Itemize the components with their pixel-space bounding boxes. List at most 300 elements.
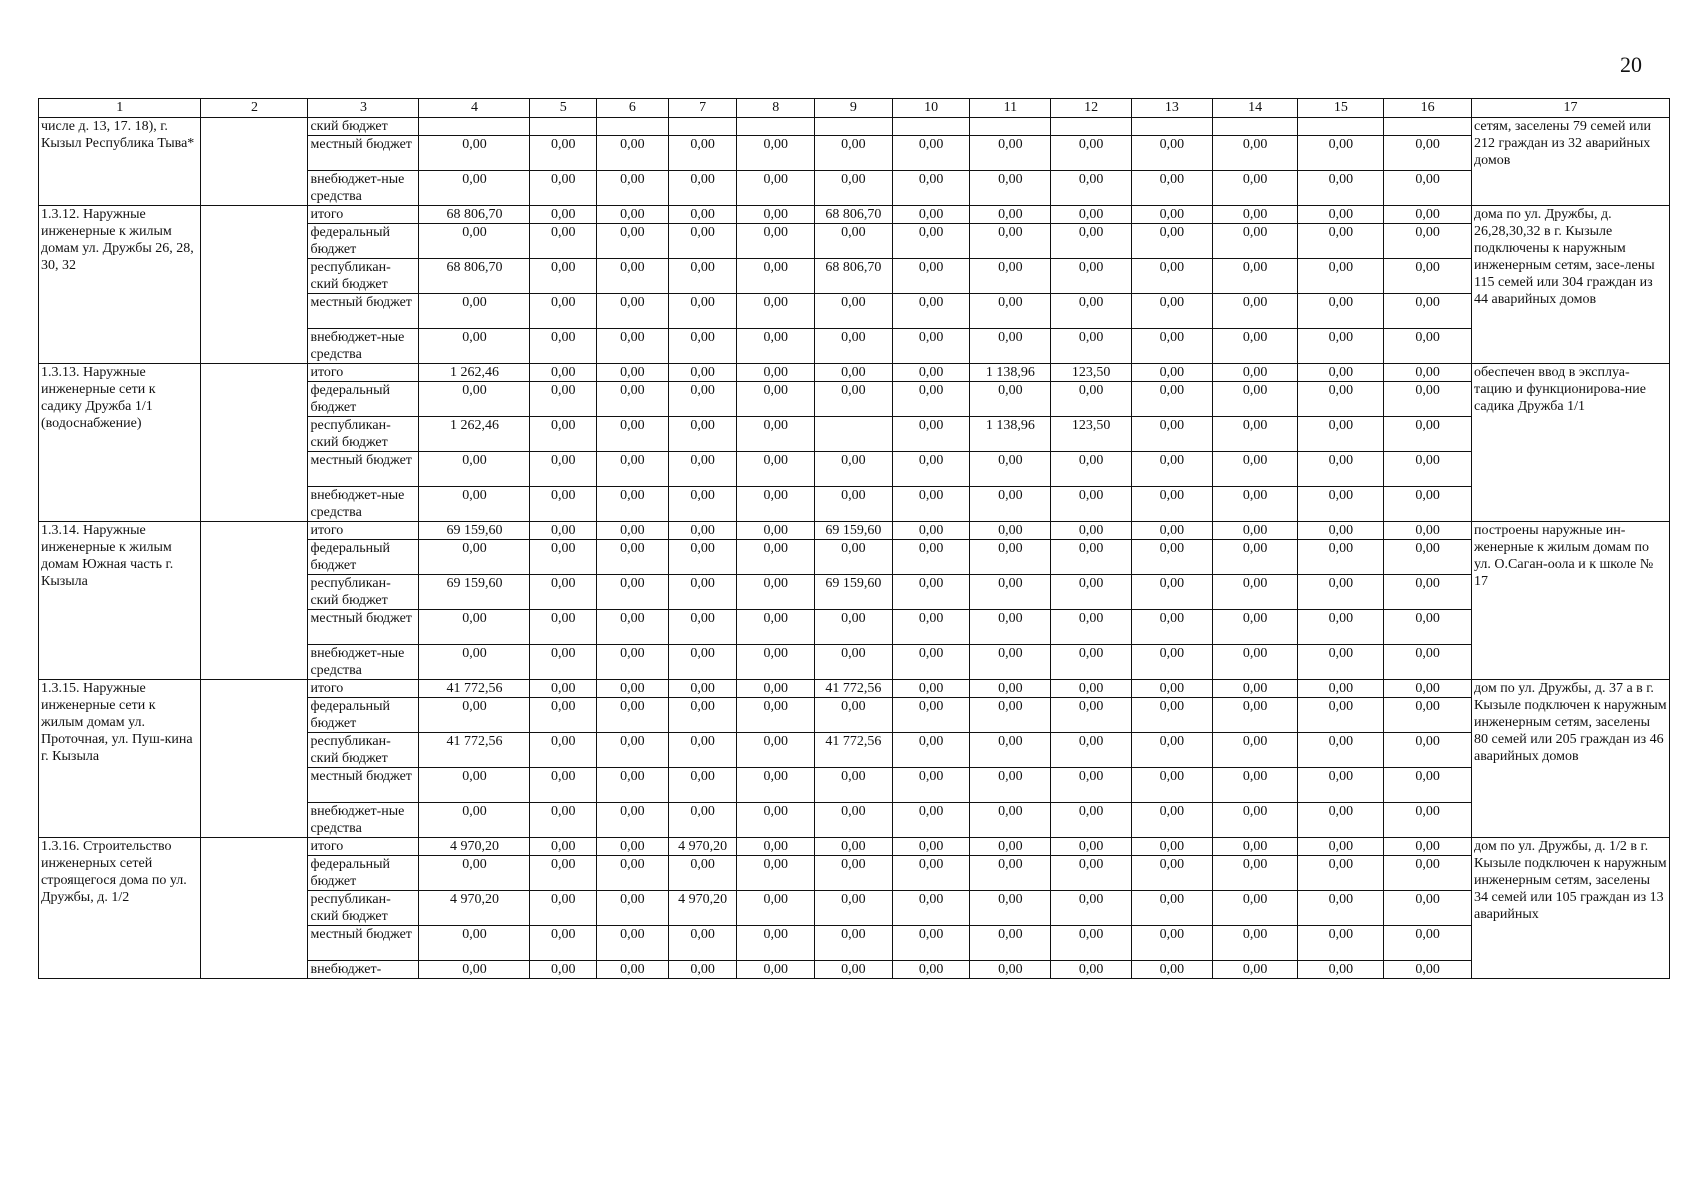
value-cell: 69 159,60 xyxy=(815,575,893,610)
value-cell: 0,00 xyxy=(597,838,669,856)
value-cell: 0,00 xyxy=(970,733,1051,768)
value-cell: 0,00 xyxy=(1298,522,1384,540)
value-cell: 0,00 xyxy=(419,803,530,838)
value-cell xyxy=(419,118,530,136)
value-cell: 68 806,70 xyxy=(419,206,530,224)
value-cell: 0,00 xyxy=(530,961,597,979)
value-cell: 0,00 xyxy=(1131,136,1212,171)
value-cell: 0,00 xyxy=(1384,329,1472,364)
value-cell: 0,00 xyxy=(892,206,970,224)
column-number: 9 xyxy=(815,99,893,118)
value-cell: 0,00 xyxy=(1131,382,1212,417)
value-cell: 0,00 xyxy=(1298,961,1384,979)
value-cell: 0,00 xyxy=(1384,698,1472,733)
value-cell: 0,00 xyxy=(815,329,893,364)
value-cell: 0,00 xyxy=(1298,329,1384,364)
value-cell: 0,00 xyxy=(1212,259,1298,294)
value-cell: 0,00 xyxy=(737,329,815,364)
value-cell: 1 262,46 xyxy=(419,364,530,382)
value-cell: 0,00 xyxy=(1298,487,1384,522)
value-cell xyxy=(668,118,737,136)
value-cell: 0,00 xyxy=(1298,575,1384,610)
value-cell: 0,00 xyxy=(1212,540,1298,575)
value-cell: 0,00 xyxy=(892,294,970,329)
funding-source: итого xyxy=(308,680,419,698)
value-cell: 0,00 xyxy=(1384,487,1472,522)
value-cell: 0,00 xyxy=(892,136,970,171)
value-cell: 0,00 xyxy=(1131,259,1212,294)
value-cell: 0,00 xyxy=(1051,856,1132,891)
measure-name: 1.3.12. Наружные инженерные к жилым домам ул. Дружбы 26, 28, 30, 32 xyxy=(39,206,201,364)
value-cell: 0,00 xyxy=(1131,540,1212,575)
value-cell: 0,00 xyxy=(1212,856,1298,891)
value-cell: 0,00 xyxy=(892,259,970,294)
funding-source: федеральный бюджет xyxy=(308,540,419,575)
value-cell xyxy=(597,118,669,136)
value-cell: 0,00 xyxy=(530,733,597,768)
value-cell: 0,00 xyxy=(737,733,815,768)
value-cell: 4 970,20 xyxy=(419,891,530,926)
value-cell: 0,00 xyxy=(597,926,669,961)
value-cell: 0,00 xyxy=(1384,733,1472,768)
value-cell: 0,00 xyxy=(815,487,893,522)
funding-source: местный бюджет xyxy=(308,610,419,645)
value-cell: 0,00 xyxy=(1051,224,1132,259)
value-cell: 0,00 xyxy=(668,294,737,329)
funding-source: итого xyxy=(308,838,419,856)
value-cell: 0,00 xyxy=(668,961,737,979)
value-cell: 0,00 xyxy=(597,259,669,294)
value-cell: 0,00 xyxy=(419,382,530,417)
value-cell: 0,00 xyxy=(970,926,1051,961)
funding-source: внебюджет-ные средства xyxy=(308,645,419,680)
measure-name: 1.3.15. Наружные инженерные сети к жилым домам ул. Проточная, ул. Пуш-кина г. Кызыла xyxy=(39,680,201,838)
value-cell: 0,00 xyxy=(1298,768,1384,803)
value-cell: 0,00 xyxy=(1384,294,1472,329)
value-cell xyxy=(1384,118,1472,136)
funding-source: федеральный бюджет xyxy=(308,224,419,259)
value-cell: 0,00 xyxy=(970,294,1051,329)
expected-result: дома по ул. Дружбы, д. 26,28,30,32 в г. Кызыле подключены к наружным инженерным сетям, засе-лены 115 семей или 304 граждан из 44 аварийных домов xyxy=(1472,206,1670,364)
value-cell: 0,00 xyxy=(668,224,737,259)
value-cell: 0,00 xyxy=(737,838,815,856)
value-cell: 0,00 xyxy=(1131,698,1212,733)
value-cell: 1 262,46 xyxy=(419,417,530,452)
value-cell: 0,00 xyxy=(892,803,970,838)
funding-source: итого xyxy=(308,522,419,540)
value-cell: 0,00 xyxy=(970,645,1051,680)
value-cell: 0,00 xyxy=(970,382,1051,417)
funding-source: республикан-ский бюджет xyxy=(308,259,419,294)
value-cell: 0,00 xyxy=(1298,610,1384,645)
value-cell: 0,00 xyxy=(530,891,597,926)
budget-table xyxy=(38,98,1670,979)
value-cell: 0,00 xyxy=(1384,856,1472,891)
value-cell: 0,00 xyxy=(1212,803,1298,838)
value-cell: 0,00 xyxy=(419,171,530,206)
value-cell: 0,00 xyxy=(892,961,970,979)
funding-source: федеральный бюджет xyxy=(308,382,419,417)
value-cell: 0,00 xyxy=(737,452,815,487)
value-cell: 0,00 xyxy=(1051,540,1132,575)
value-cell: 0,00 xyxy=(1051,259,1132,294)
value-cell: 0,00 xyxy=(815,136,893,171)
value-cell: 0,00 xyxy=(1051,803,1132,838)
column-number: 12 xyxy=(1051,99,1132,118)
column-2-cell xyxy=(201,364,308,522)
value-cell: 0,00 xyxy=(668,680,737,698)
column-2-cell xyxy=(201,522,308,680)
value-cell: 0,00 xyxy=(530,364,597,382)
value-cell xyxy=(1298,118,1384,136)
value-cell xyxy=(1131,118,1212,136)
value-cell: 0,00 xyxy=(1384,452,1472,487)
value-cell: 0,00 xyxy=(1298,417,1384,452)
value-cell: 0,00 xyxy=(815,294,893,329)
value-cell: 0,00 xyxy=(668,610,737,645)
value-cell: 0,00 xyxy=(815,382,893,417)
value-cell: 0,00 xyxy=(815,224,893,259)
funding-source: итого xyxy=(308,206,419,224)
value-cell: 0,00 xyxy=(419,856,530,891)
value-cell: 0,00 xyxy=(970,961,1051,979)
value-cell: 0,00 xyxy=(668,487,737,522)
value-cell: 0,00 xyxy=(597,364,669,382)
funding-source: внебюджет- xyxy=(308,961,419,979)
value-cell: 0,00 xyxy=(892,680,970,698)
value-cell: 0,00 xyxy=(1131,224,1212,259)
value-cell: 0,00 xyxy=(530,838,597,856)
value-cell: 0,00 xyxy=(597,610,669,645)
value-cell: 0,00 xyxy=(1131,417,1212,452)
funding-source: местный бюджет xyxy=(308,926,419,961)
value-cell: 0,00 xyxy=(530,206,597,224)
funding-source: республикан-ский бюджет xyxy=(308,891,419,926)
value-cell: 0,00 xyxy=(597,733,669,768)
value-cell: 0,00 xyxy=(970,206,1051,224)
value-cell: 0,00 xyxy=(1212,294,1298,329)
value-cell: 0,00 xyxy=(668,803,737,838)
value-cell: 0,00 xyxy=(597,382,669,417)
value-cell: 0,00 xyxy=(1384,645,1472,680)
value-cell: 0,00 xyxy=(737,645,815,680)
value-cell: 0,00 xyxy=(530,926,597,961)
funding-source: внебюджет-ные средства xyxy=(308,803,419,838)
value-cell: 0,00 xyxy=(419,329,530,364)
value-cell xyxy=(1212,118,1298,136)
value-cell: 0,00 xyxy=(1131,926,1212,961)
value-cell xyxy=(815,417,893,452)
value-cell: 0,00 xyxy=(815,961,893,979)
value-cell: 0,00 xyxy=(815,856,893,891)
value-cell: 0,00 xyxy=(970,768,1051,803)
value-cell: 0,00 xyxy=(1212,698,1298,733)
value-cell: 0,00 xyxy=(1384,224,1472,259)
value-cell: 0,00 xyxy=(668,259,737,294)
value-cell: 0,00 xyxy=(1298,540,1384,575)
value-cell: 0,00 xyxy=(1212,522,1298,540)
value-cell: 0,00 xyxy=(737,206,815,224)
value-cell: 0,00 xyxy=(737,224,815,259)
value-cell: 0,00 xyxy=(597,487,669,522)
value-cell: 0,00 xyxy=(1384,610,1472,645)
value-cell: 4 970,20 xyxy=(668,838,737,856)
column-2-cell xyxy=(201,118,308,206)
value-cell: 0,00 xyxy=(1131,856,1212,891)
value-cell: 0,00 xyxy=(1384,961,1472,979)
value-cell: 0,00 xyxy=(597,891,669,926)
value-cell: 0,00 xyxy=(530,487,597,522)
value-cell: 0,00 xyxy=(970,540,1051,575)
value-cell: 0,00 xyxy=(737,680,815,698)
value-cell: 0,00 xyxy=(1298,645,1384,680)
value-cell: 0,00 xyxy=(1298,171,1384,206)
value-cell: 0,00 xyxy=(1051,136,1132,171)
value-cell: 0,00 xyxy=(737,294,815,329)
funding-source: местный бюджет xyxy=(308,768,419,803)
value-cell: 0,00 xyxy=(1131,891,1212,926)
value-cell: 0,00 xyxy=(970,171,1051,206)
value-cell: 0,00 xyxy=(597,136,669,171)
value-cell: 0,00 xyxy=(1131,452,1212,487)
value-cell: 0,00 xyxy=(970,610,1051,645)
value-cell: 0,00 xyxy=(597,961,669,979)
value-cell: 69 159,60 xyxy=(419,575,530,610)
value-cell: 41 772,56 xyxy=(419,680,530,698)
value-cell: 0,00 xyxy=(1051,206,1132,224)
value-cell: 0,00 xyxy=(1212,891,1298,926)
column-2-cell xyxy=(201,206,308,364)
value-cell: 0,00 xyxy=(1051,733,1132,768)
value-cell: 0,00 xyxy=(668,856,737,891)
value-cell: 1 138,96 xyxy=(970,364,1051,382)
value-cell: 0,00 xyxy=(1384,803,1472,838)
value-cell: 0,00 xyxy=(668,417,737,452)
value-cell: 0,00 xyxy=(1051,961,1132,979)
value-cell: 0,00 xyxy=(1131,803,1212,838)
value-cell: 0,00 xyxy=(1384,891,1472,926)
value-cell: 0,00 xyxy=(530,680,597,698)
value-cell: 0,00 xyxy=(1131,329,1212,364)
value-cell: 0,00 xyxy=(668,926,737,961)
value-cell: 1 138,96 xyxy=(970,417,1051,452)
value-cell: 0,00 xyxy=(419,224,530,259)
value-cell: 0,00 xyxy=(1051,610,1132,645)
value-cell: 0,00 xyxy=(1384,136,1472,171)
table-row xyxy=(39,838,1670,856)
value-cell: 0,00 xyxy=(1131,522,1212,540)
value-cell: 0,00 xyxy=(1051,680,1132,698)
value-cell: 0,00 xyxy=(1131,487,1212,522)
value-cell xyxy=(815,118,893,136)
column-number: 1 xyxy=(39,99,201,118)
value-cell: 0,00 xyxy=(530,575,597,610)
value-cell: 0,00 xyxy=(1051,575,1132,610)
value-cell: 0,00 xyxy=(668,206,737,224)
value-cell: 0,00 xyxy=(1051,768,1132,803)
value-cell: 0,00 xyxy=(419,540,530,575)
column-number: 2 xyxy=(201,99,308,118)
value-cell: 0,00 xyxy=(892,522,970,540)
value-cell: 0,00 xyxy=(892,610,970,645)
value-cell: 0,00 xyxy=(892,733,970,768)
value-cell: 41 772,56 xyxy=(815,680,893,698)
value-cell: 0,00 xyxy=(1298,680,1384,698)
value-cell: 0,00 xyxy=(1298,452,1384,487)
value-cell: 0,00 xyxy=(1384,417,1472,452)
value-cell: 41 772,56 xyxy=(815,733,893,768)
value-cell: 0,00 xyxy=(1298,382,1384,417)
table-body xyxy=(39,118,1670,979)
expected-result: дом по ул. Дружбы, д. 1/2 в г. Кызыле подключен к наружным инженерным сетям, заселены 34 семей или 105 граждан из 13 аварийных xyxy=(1472,838,1670,979)
column-2-cell xyxy=(201,680,308,838)
value-cell: 0,00 xyxy=(1298,926,1384,961)
value-cell: 0,00 xyxy=(419,926,530,961)
value-cell: 0,00 xyxy=(1051,698,1132,733)
value-cell: 0,00 xyxy=(419,961,530,979)
value-cell: 0,00 xyxy=(597,417,669,452)
value-cell: 0,00 xyxy=(419,294,530,329)
value-cell: 0,00 xyxy=(530,136,597,171)
measure-name: 1.3.16. Строительство инженерных сетей строящегося дома по ул. Дружбы, д. 1/2 xyxy=(39,838,201,979)
value-cell: 0,00 xyxy=(419,768,530,803)
value-cell: 0,00 xyxy=(1131,610,1212,645)
value-cell: 0,00 xyxy=(1131,171,1212,206)
value-cell: 0,00 xyxy=(1212,610,1298,645)
value-cell: 0,00 xyxy=(530,294,597,329)
value-cell: 0,00 xyxy=(530,329,597,364)
value-cell: 0,00 xyxy=(892,540,970,575)
value-cell: 0,00 xyxy=(1298,733,1384,768)
value-cell: 0,00 xyxy=(970,452,1051,487)
value-cell: 0,00 xyxy=(668,364,737,382)
value-cell: 0,00 xyxy=(892,452,970,487)
value-cell xyxy=(892,118,970,136)
value-cell: 0,00 xyxy=(737,364,815,382)
value-cell: 0,00 xyxy=(892,575,970,610)
value-cell: 0,00 xyxy=(597,329,669,364)
value-cell: 0,00 xyxy=(970,487,1051,522)
table-row xyxy=(39,680,1670,698)
value-cell: 0,00 xyxy=(815,540,893,575)
value-cell xyxy=(737,118,815,136)
value-cell: 0,00 xyxy=(1051,838,1132,856)
value-cell: 0,00 xyxy=(815,364,893,382)
value-cell: 0,00 xyxy=(1384,838,1472,856)
value-cell: 0,00 xyxy=(1298,838,1384,856)
value-cell: 69 159,60 xyxy=(419,522,530,540)
value-cell: 0,00 xyxy=(530,452,597,487)
column-number: 10 xyxy=(892,99,970,118)
value-cell: 0,00 xyxy=(1384,522,1472,540)
value-cell: 0,00 xyxy=(1384,382,1472,417)
expected-result: построены наружные ин-женерные к жилым домам по ул. О.Саган-оола и к школе № 17 xyxy=(1472,522,1670,680)
value-cell: 0,00 xyxy=(668,645,737,680)
value-cell: 0,00 xyxy=(530,698,597,733)
value-cell: 0,00 xyxy=(1051,294,1132,329)
value-cell: 0,00 xyxy=(1131,575,1212,610)
value-cell: 0,00 xyxy=(815,926,893,961)
value-cell: 0,00 xyxy=(668,768,737,803)
value-cell: 0,00 xyxy=(1298,364,1384,382)
value-cell: 0,00 xyxy=(1131,838,1212,856)
value-cell: 0,00 xyxy=(597,575,669,610)
page-number: 20 xyxy=(1620,52,1642,77)
value-cell: 0,00 xyxy=(1384,364,1472,382)
value-cell: 0,00 xyxy=(1051,171,1132,206)
value-cell: 41 772,56 xyxy=(419,733,530,768)
value-cell: 0,00 xyxy=(668,575,737,610)
value-cell: 0,00 xyxy=(737,575,815,610)
value-cell: 0,00 xyxy=(1298,891,1384,926)
value-cell: 0,00 xyxy=(530,171,597,206)
value-cell: 4 970,20 xyxy=(419,838,530,856)
value-cell: 0,00 xyxy=(737,803,815,838)
value-cell xyxy=(1051,118,1132,136)
value-cell: 0,00 xyxy=(737,259,815,294)
value-cell: 0,00 xyxy=(737,856,815,891)
value-cell: 0,00 xyxy=(597,224,669,259)
value-cell: 0,00 xyxy=(815,891,893,926)
value-cell: 0,00 xyxy=(970,838,1051,856)
expected-result: обеспечен ввод в эксплуа-тацию и функционирова-ние садика Дружба 1/1 xyxy=(1472,364,1670,522)
value-cell: 0,00 xyxy=(668,698,737,733)
value-cell: 0,00 xyxy=(1212,329,1298,364)
column-number: 17 xyxy=(1472,99,1670,118)
value-cell: 0,00 xyxy=(1212,136,1298,171)
value-cell: 0,00 xyxy=(1384,575,1472,610)
value-cell: 0,00 xyxy=(1298,224,1384,259)
value-cell: 0,00 xyxy=(1212,961,1298,979)
value-cell: 0,00 xyxy=(737,487,815,522)
value-cell: 0,00 xyxy=(815,452,893,487)
value-cell: 0,00 xyxy=(668,329,737,364)
value-cell: 0,00 xyxy=(815,645,893,680)
value-cell: 0,00 xyxy=(1212,171,1298,206)
value-cell: 0,00 xyxy=(1384,171,1472,206)
column-number: 8 xyxy=(737,99,815,118)
column-number: 11 xyxy=(970,99,1051,118)
value-cell: 0,00 xyxy=(1212,452,1298,487)
value-cell: 0,00 xyxy=(597,645,669,680)
value-cell: 0,00 xyxy=(970,856,1051,891)
value-cell: 0,00 xyxy=(892,645,970,680)
value-cell: 0,00 xyxy=(419,136,530,171)
measure-name: 1.3.13. Наружные инженерные сети к садику Дружба 1/1 (водоснабжение) xyxy=(39,364,201,522)
column-number: 5 xyxy=(530,99,597,118)
value-cell: 0,00 xyxy=(1212,575,1298,610)
value-cell: 0,00 xyxy=(1131,961,1212,979)
value-cell: 0,00 xyxy=(1212,487,1298,522)
funding-source: местный бюджет xyxy=(308,452,419,487)
value-cell: 0,00 xyxy=(1384,206,1472,224)
expected-result: сетям, заселены 79 семей или 212 граждан из 32 аварийных домов xyxy=(1472,118,1670,206)
value-cell: 0,00 xyxy=(1212,768,1298,803)
funding-source: республикан-ский бюджет xyxy=(308,733,419,768)
column-number: 7 xyxy=(668,99,737,118)
funding-source: местный бюджет xyxy=(308,136,419,171)
value-cell: 0,00 xyxy=(892,856,970,891)
value-cell: 0,00 xyxy=(1212,224,1298,259)
value-cell: 0,00 xyxy=(892,487,970,522)
value-cell: 0,00 xyxy=(530,382,597,417)
value-cell: 0,00 xyxy=(530,522,597,540)
value-cell: 0,00 xyxy=(737,171,815,206)
value-cell: 0,00 xyxy=(815,768,893,803)
value-cell: 0,00 xyxy=(737,417,815,452)
value-cell: 0,00 xyxy=(668,733,737,768)
value-cell: 0,00 xyxy=(1051,382,1132,417)
